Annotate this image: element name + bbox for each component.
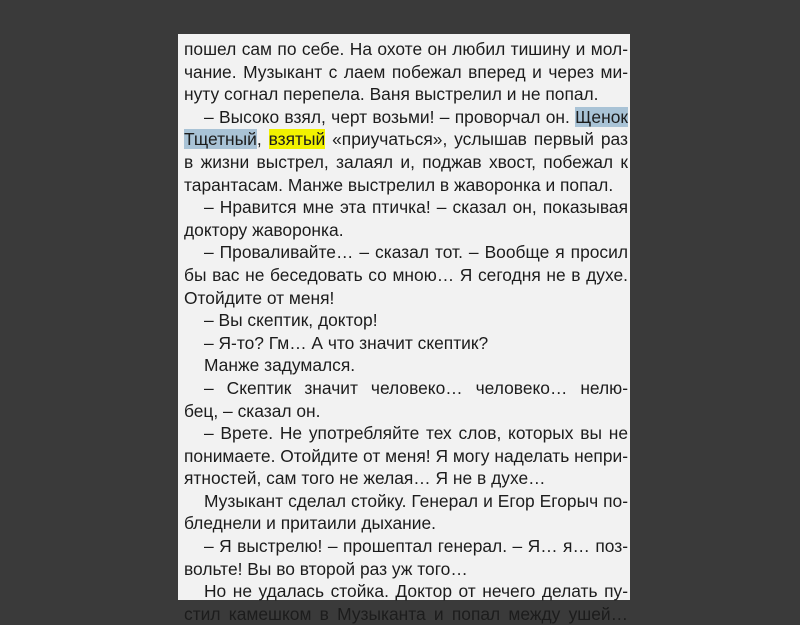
text-line: – Я-то? Гм… А что значит скептик?: [204, 332, 489, 353]
text-line: чание. Музыкант с лаем побежал вперед и через ми-: [184, 61, 628, 82]
text-line: – Вы скептик, доктор!: [204, 310, 378, 331]
text-line: Отойдите от меня!: [184, 287, 335, 308]
text-fragment: – Высоко взял, черт возьми! – проворчал он.: [204, 106, 570, 127]
text-line: – Проваливайте… – сказал тот. – Вообще я просил: [204, 242, 628, 263]
text-line: бец, – сказал он.: [184, 400, 321, 421]
text-line: нуту согнал перепела. Ваня выстрелил и не попал.: [184, 84, 599, 105]
text-line: ятностей, сам того не желая… Я не в духе…: [184, 468, 546, 489]
text-line: Музыкант сделал стойку. Генерал и Егор Егорыч по-: [204, 490, 628, 511]
text-line: бы вас не беседовать со мною… Я сегодня не в духе.: [184, 264, 628, 285]
text-line: понимаете. Отойдите от меня! Я могу наделать непри-: [184, 445, 629, 466]
text-line: пошел сам по себе. На охоте он любил тишину и мол-: [184, 39, 628, 59]
text-line: доктору жаворонка.: [184, 219, 344, 240]
text-line: тарантасам. Манже выстрелил в жаворонка и попал.: [184, 174, 614, 195]
text-line: [184, 128, 628, 151]
text-line: – Скептик значит человеко… человеко… нелю-: [204, 377, 628, 398]
text-line: Но не удалась стойка. Доктор от нечего делать пу-: [204, 581, 628, 602]
text-line: стил камешком в Музыканта и попал между ушей…: [184, 603, 628, 624]
text-line: вольте! Вы во второй раз уж того…: [184, 558, 468, 579]
text-line: – Нравится мне эта птичка! – сказал он, показывая: [204, 197, 628, 218]
document-text: [184, 38, 628, 625]
document-page: [178, 34, 630, 624]
text-fragment: «приучаться», услышав первый раз: [332, 129, 628, 150]
text-line: – Врете. Не употребляйте тех слов, которых вы не: [204, 423, 628, 444]
text-line: в жизни выстрел, залаял и, поджав хвост, побежал к: [184, 151, 628, 172]
text-line: [184, 106, 628, 129]
highlighted-word-blue[interactable]: Тщетный: [184, 129, 257, 150]
highlighted-word-blue[interactable]: Щенок: [575, 106, 628, 127]
text-fragment: ,: [256, 129, 262, 150]
highlighted-word-yellow[interactable]: взятый: [268, 129, 326, 150]
text-line: Манже задумался.: [204, 355, 356, 376]
text-line: – Я выстрелю! – прошептал генерал. – Я… я… поз-: [204, 536, 628, 557]
text-line: бледнели и притаили дыхание.: [184, 513, 436, 534]
